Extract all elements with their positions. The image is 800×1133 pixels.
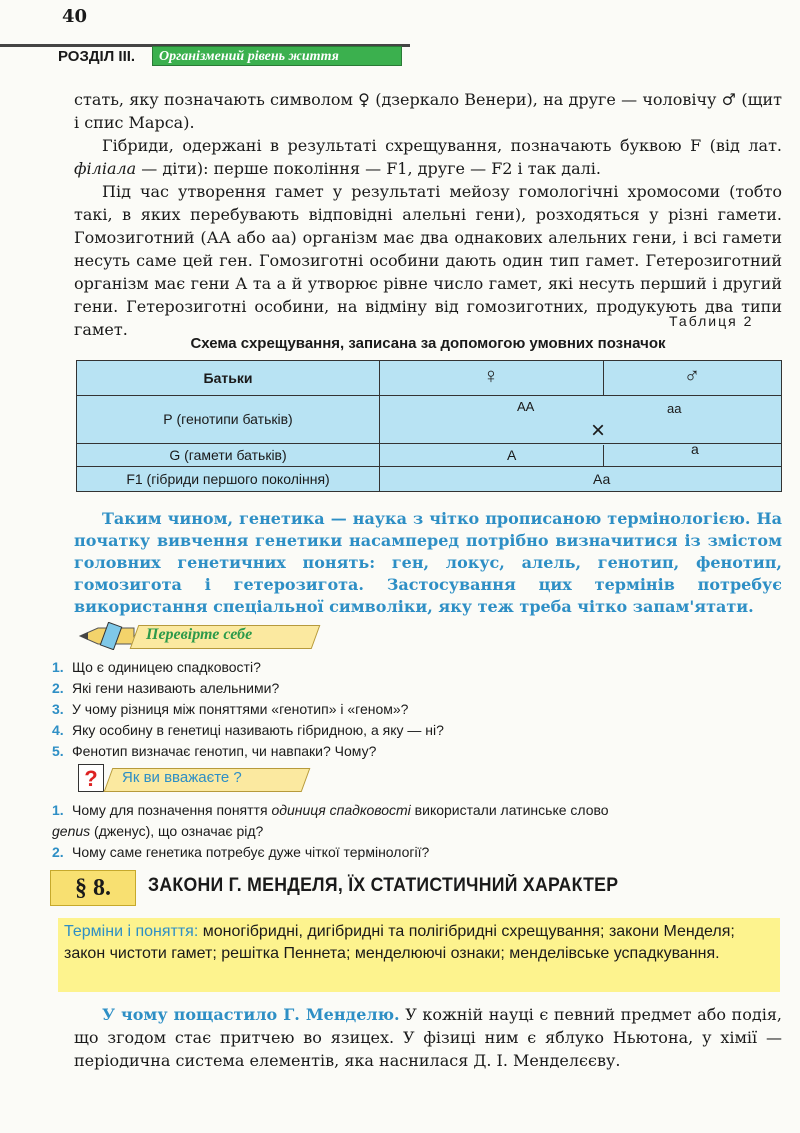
- final-text: У кожній науці є певний предмет або подія, що згодом стає притчею во язицех. У фізиці ним є яблуко Ньютона, у хімії — періодична система елементів, яка наснилася Д. І. Менделєєву.: [74, 1005, 783, 1070]
- table-row-separator: [77, 395, 781, 396]
- paragraph-number: § 8.: [50, 870, 136, 906]
- check-yourself-header: [74, 622, 314, 650]
- row-g-female-gamete: А: [507, 447, 517, 463]
- crossing-table: [76, 360, 782, 492]
- check-yourself-title: Перевірте себе: [146, 626, 253, 643]
- list-item: 2. Чому саме генетика потребує дуже чіткої термінології?: [52, 844, 430, 860]
- list-item: 4. Яку особину в генетиці називають гібридною, а яку — ні?: [52, 722, 444, 738]
- section-title: Організмений рівень життя: [152, 46, 402, 66]
- list-item: 5. Фенотип визначає генотип, чи навпаки? Чому?: [52, 743, 377, 759]
- terms-label: Терміни і поняття:: [64, 923, 199, 940]
- table-header-parents: Батьки: [203, 370, 253, 386]
- row-f1-genotype: Аа: [593, 471, 611, 487]
- question-mark-icon: ?: [78, 764, 104, 792]
- what-think-title: Як ви вважаєте ?: [122, 769, 242, 786]
- cross-symbol: ×: [591, 417, 606, 444]
- table-label: Таблиця 2: [669, 313, 754, 329]
- row-g-male-gamete: а: [691, 441, 699, 457]
- row-g-label: G (гамети батьків): [169, 447, 287, 463]
- female-symbol: ♀: [482, 363, 500, 388]
- final-paragraph: [74, 1003, 782, 1072]
- terms-text: моногібридні, дигібридні та полігібридні схрещування; закони Менделя; закон чистоти гамет; решітка Пеннета; менделюючі ознаки; менделівське успадкування.: [64, 923, 735, 962]
- table-divider: [603, 445, 604, 467]
- list-item: 2. Які гени називають алельними?: [52, 680, 280, 696]
- row-p-male-genotype: аа: [667, 401, 682, 416]
- what-think-header: [78, 764, 318, 794]
- male-symbol: ♂: [683, 363, 701, 388]
- list-item: 1. Чому для позначення поняття одиниця спадковості використали латинське слово genus (дженус), що означає рід?: [52, 802, 609, 839]
- table-title: Схема схрещування, записана за допомогою умовних позначок: [190, 335, 666, 352]
- page-number: 40: [62, 6, 88, 27]
- list-item: 1. Що є одиницею спадковості?: [52, 659, 261, 675]
- section-label: РОЗДІЛ ІІІ.: [58, 48, 136, 65]
- table-row-separator: [77, 443, 781, 444]
- row-p-label: Р (генотипи батьків): [163, 411, 293, 427]
- row-f1-label: F1 (гібриди першого покоління): [126, 471, 330, 487]
- think-questions-list: [52, 800, 772, 863]
- intro-paragraph-1: стать, яку позначають символом ♀ (дзеркало Венери), на друге — чоловічу ♂ (щит і спис Марса).: [74, 90, 782, 132]
- row-p-female-genotype: АА: [517, 399, 535, 414]
- list-item: 3. У чому різниця між поняттями «генотип» і «геном»?: [52, 701, 409, 717]
- intro-paragraph-2: Гібриди, одержані в результаті схрещування, позначають буквою F (від лат. філіала — діти): перше покоління — F1, друге — F2 і так далі.: [74, 136, 782, 178]
- intro-text: [74, 88, 782, 341]
- intro-paragraph-3: Під час утворення гамет у результаті мейозу гомологічні хромосоми (тобто такі, в яких перебувають відповідні алельні гени), розходяться у різні гамети. Гомозиготний (АА або аа) організм має два однакових алельних гени, і всі гамети несуть саме цей ген. Гомозиготні особини дають один тип гамет. Гетерозиготний організм має гени А та а й утворює рівне число гамет, які несуть перший і другий гени. Гетерозиготні особини, на відміну від гомозиготних, продукують два типи гамет.: [74, 182, 782, 339]
- summary-text: Таким чином, генетика — наука з чітко прописаною термінологією. На початку вивчення генетики насамперед потрібно визначитися із змістом головних генетичних понять: ген, локус, алель, генотип, фенотип, гомозигота і гетерозигота. Застосування цих термінів потребує використання спеціальної символіки, яку теж треба чітко запам'ятати.: [74, 509, 782, 616]
- final-lead: У чому пощастило Г. Менделю.: [102, 1005, 400, 1024]
- paragraph-title: ЗАКОНИ Г. МЕНДЕЛЯ, ЇХ СТАТИСТИЧНИЙ ХАРАКТЕР: [148, 875, 619, 896]
- table-row-separator: [77, 466, 781, 467]
- check-questions-list: [52, 657, 772, 762]
- terms-box: [58, 918, 780, 992]
